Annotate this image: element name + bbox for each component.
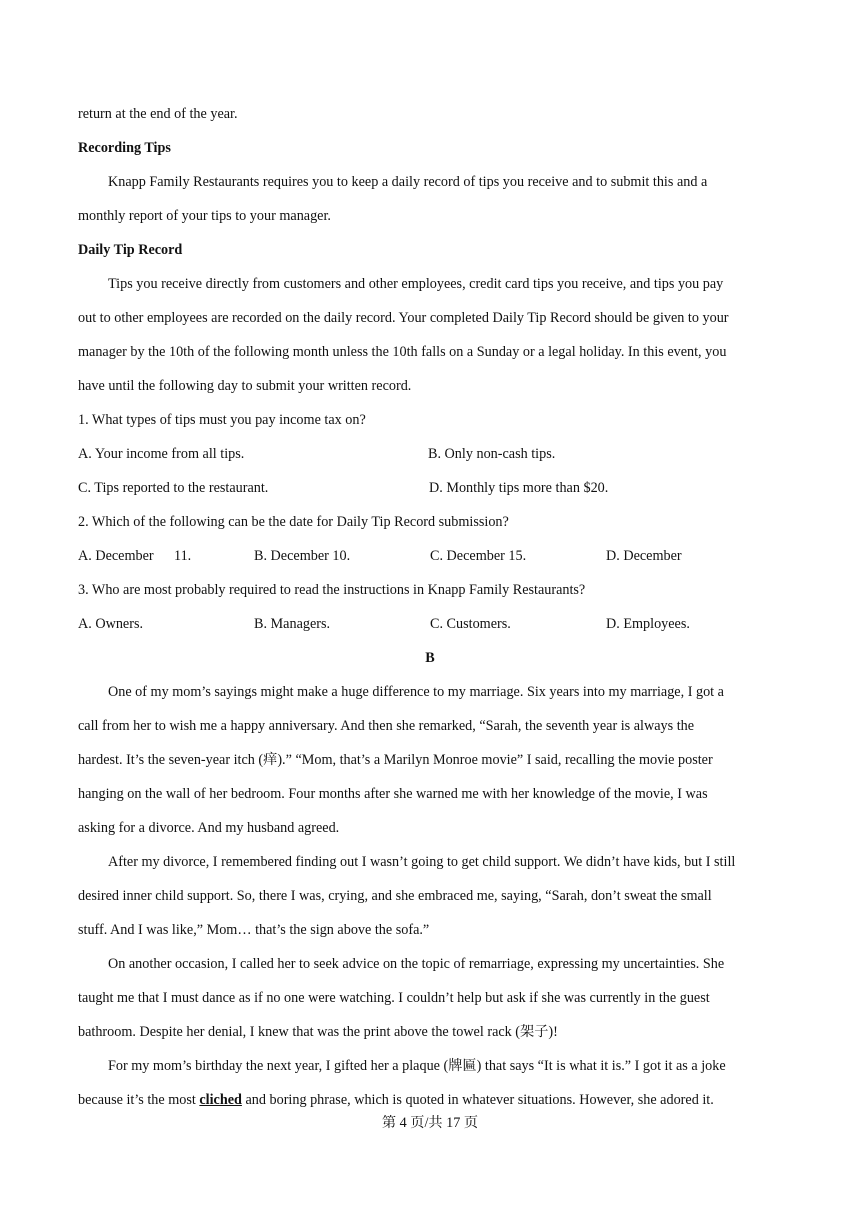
text-line: out to other employees are recorded on the daily record. Your completed Daily Tip Record should be given to your: [78, 310, 729, 326]
text-line: return at the end of the year.: [78, 106, 238, 122]
question-2: 2. Which of the following can be the date for Daily Tip Record submission?: [78, 514, 509, 530]
heading-daily-tip-record: Daily Tip Record: [78, 242, 183, 258]
text-line: stuff. And I was like,” Mom… that’s the sign above the sofa.”: [78, 922, 430, 938]
question-2-options: [78, 546, 783, 566]
text-line: After my divorce, I remembered finding out I wasn’t going to get child support. We didn’t have kids, but I still: [108, 854, 736, 870]
option-b: B. December 10.: [254, 548, 351, 564]
text-line: monthly report of your tips to your manager.: [78, 208, 331, 224]
option-a: A. December: [78, 548, 154, 564]
text-line: hanging on the wall of her bedroom. Four months after she warned me with her knowledge of the movie, I was: [78, 786, 708, 802]
option-a: A. Owners.: [78, 616, 144, 632]
underlined-keyword: cliched: [199, 1092, 242, 1108]
heading-recording-tips: Recording Tips: [78, 140, 171, 156]
text-line: call from her to wish me a happy anniversary. And then she remarked, “Sarah, the seventh year is always the: [78, 718, 695, 734]
text-line: Knapp Family Restaurants requires you to keep a daily record of tips you receive and to submit this and a: [108, 174, 708, 190]
question-3: 3. Who are most probably required to read the instructions in Knapp Family Restaurants?: [78, 582, 586, 598]
text-line: hardest. It’s the seven-year itch (痒).” “Mom, that’s a Marilyn Monroe movie” I said, recalling the movie poster: [78, 752, 713, 768]
option-c: C. Customers.: [430, 616, 511, 632]
option-d: D. Employees.: [606, 616, 690, 632]
option-a-day: 11.: [174, 548, 192, 564]
question-1-options-row-2: [78, 478, 783, 498]
text-line: manager by the 10th of the following month unless the 10th falls on a Sunday or a legal holiday. In this event, you: [78, 344, 727, 360]
page-footer: 第 4 页/共 17 页: [381, 1115, 479, 1131]
option-b: B. Managers.: [254, 616, 331, 632]
text-line: have until the following day to submit your written record.: [78, 378, 412, 394]
text-line: asking for a divorce. And my husband agreed.: [78, 820, 340, 836]
text-line: bathroom. Despite her denial, I knew that was the print above the towel rack (架子)!: [78, 1024, 558, 1040]
text-line: Tips you receive directly from customers and other employees, credit card tips you receive, and tips you pay: [108, 276, 724, 292]
question-1: 1. What types of tips must you pay income tax on?: [78, 412, 366, 428]
option-d: D. Monthly tips more than $20.: [429, 480, 609, 496]
text-line: desired inner child support. So, there I was, crying, and she embraced me, saying, “Sarah, don’t sweat the small: [78, 888, 712, 904]
question-3-options: [78, 614, 783, 634]
option-b: B. Only non-cash tips.: [428, 446, 556, 462]
text-line: taught me that I must dance as if no one were watching. I couldn’t help but ask if she was currently in the guest: [78, 990, 710, 1006]
option-d: D. December: [606, 548, 682, 564]
option-c: C. Tips reported to the restaurant.: [78, 480, 269, 496]
option-c: C. December 15.: [430, 548, 527, 564]
text-line-with-keyword: [78, 1090, 783, 1110]
text-line: One of my mom’s sayings might make a huge difference to my marriage. Six years into my marriage, I got a: [108, 684, 724, 700]
option-a: A. Your income from all tips.: [78, 446, 245, 462]
text-line: For my mom’s birthday the next year, I gifted her a plaque (牌匾) that says “It is what it is.” I got it as a joke: [108, 1058, 726, 1074]
text-fragment: and boring phrase, which is quoted in whatever situations. However, she adored it.: [241, 1092, 714, 1108]
question-1-options-row-1: [78, 444, 783, 464]
section-b-heading: B: [425, 650, 435, 666]
text-line: On another occasion, I called her to seek advice on the topic of remarriage, expressing my uncertainties. She: [108, 956, 725, 972]
text-fragment: because it’s the most: [78, 1092, 200, 1108]
